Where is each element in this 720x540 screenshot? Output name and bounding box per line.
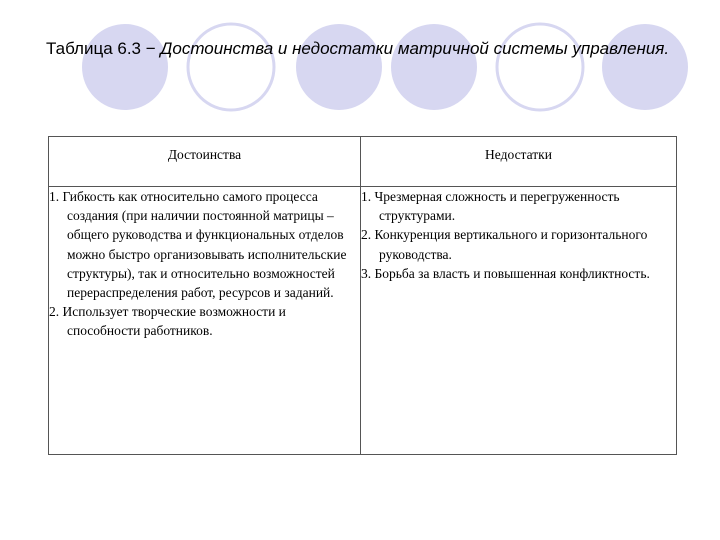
table-caption	[46, 38, 686, 60]
advantage-item: 1. Гибкость как относительно самого процесса создания (при наличии постоянной матрицы – общего руководства и функциональных отделов можно быстро организовывать исполнительские структуры), так и относительно возможностей перераспределения работ, ресурсов и заданий.	[49, 189, 347, 301]
decor-circle-outline	[497, 24, 583, 110]
disadvantage-item: 3. Борьба за власть и повышенная конфликтность.	[361, 265, 650, 281]
content-row	[49, 187, 677, 455]
decor-circle-filled	[602, 24, 688, 110]
disadvantage-item: 1. Чрезмерная сложность и перегруженность структурами.	[361, 189, 620, 224]
comparison-table	[48, 136, 677, 455]
header-advantages: Достоинства	[49, 137, 361, 187]
decor-circle-filled	[391, 24, 477, 110]
advantage-item: 2. Использует творческие возможности и способности работников.	[49, 304, 286, 339]
header-row	[49, 137, 677, 187]
disadvantages-cell	[361, 187, 677, 455]
decor-circle-outline	[188, 24, 274, 110]
header-disadvantages: Недостатки	[361, 137, 677, 187]
caption-prefix: Таблица 6.3 −	[46, 39, 161, 58]
disadvantage-item: 2. Конкуренция вертикального и горизонтального руководства.	[361, 227, 648, 262]
advantages-cell	[49, 187, 361, 455]
decor-circle-filled	[82, 24, 168, 110]
decor-circle-filled	[296, 24, 382, 110]
caption-title: Достоинства и недостатки матричной системы управления.	[160, 39, 670, 58]
